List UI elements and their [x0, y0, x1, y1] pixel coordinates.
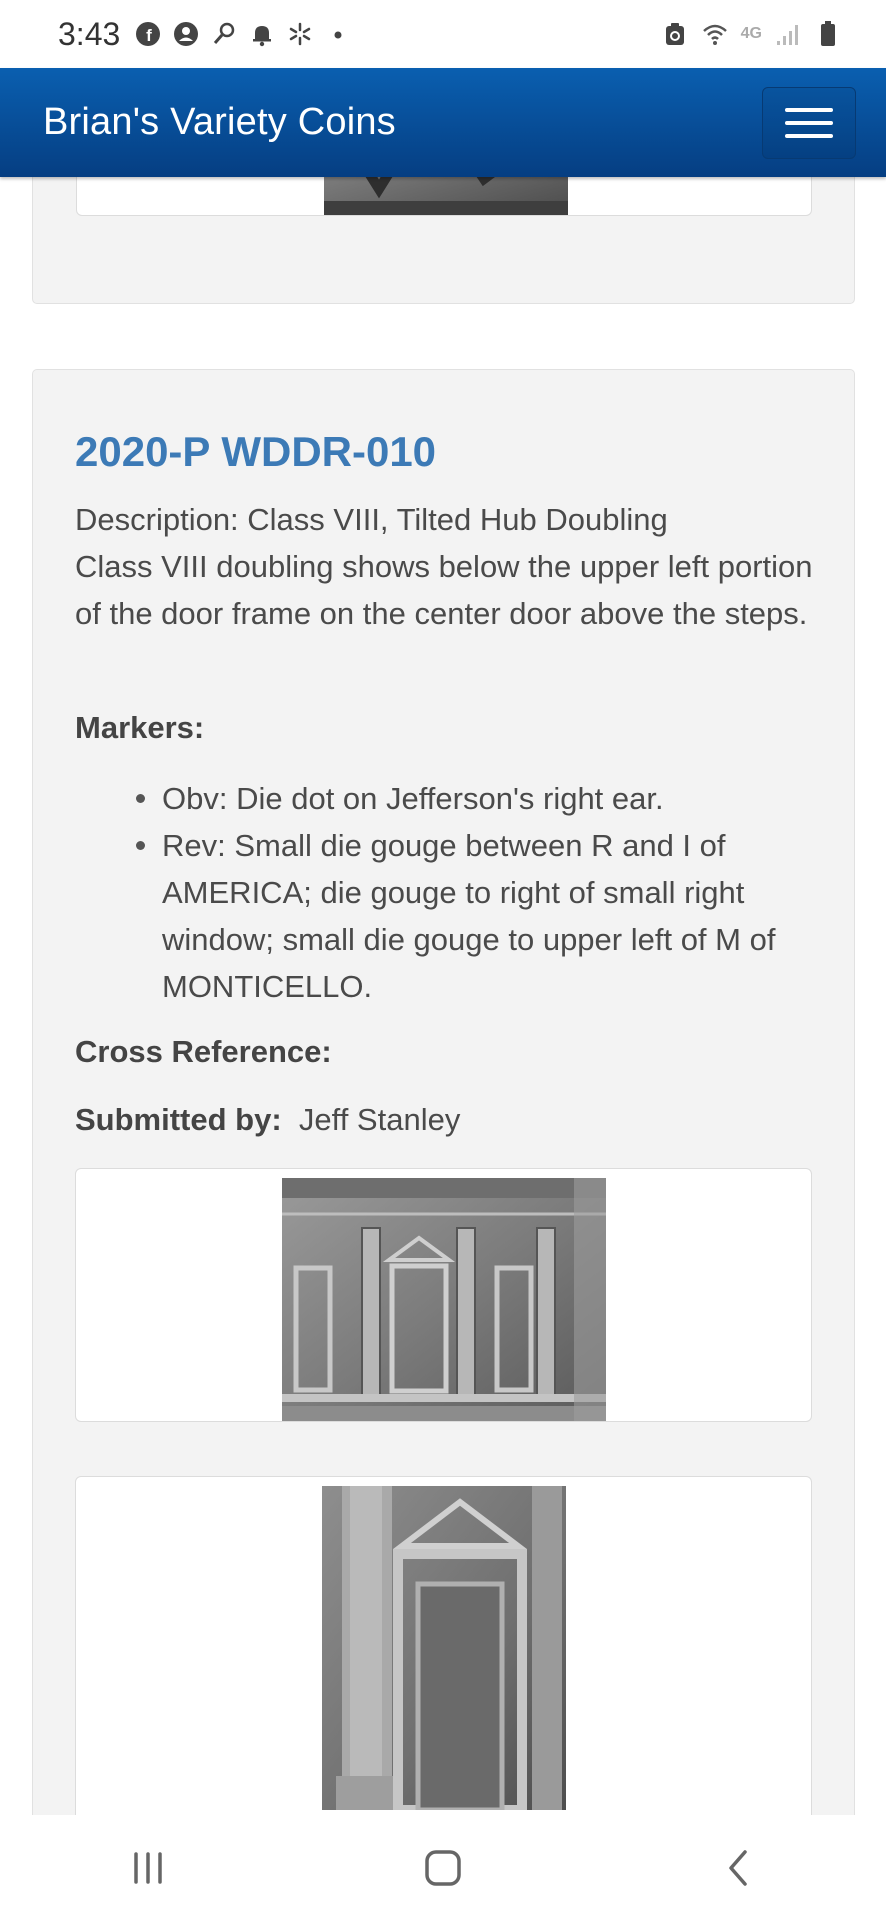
coin-door-closeup-image[interactable] [322, 1486, 566, 1810]
search-icon [210, 20, 238, 48]
wifi-icon [701, 20, 729, 48]
home-button[interactable] [403, 1838, 483, 1898]
list-item: Obv: Die dot on Jefferson's right ear. [130, 775, 820, 822]
status-icons-left [134, 20, 352, 48]
signal-icon [774, 20, 802, 48]
submitted-by-value: Jeff Stanley [298, 1102, 461, 1137]
markers-list [130, 775, 820, 1010]
markers-label: Markers: [75, 710, 205, 745]
system-nav-bar [0, 1815, 886, 1920]
submitted-by-row [75, 1102, 460, 1138]
sparkle-icon [286, 20, 314, 48]
image-frame [75, 1168, 812, 1422]
home-icon [423, 1848, 463, 1888]
brand-link[interactable]: Brian's Variety Coins [43, 101, 396, 143]
dot-icon [324, 20, 352, 48]
status-bar [0, 0, 886, 68]
coin-reverse-building-image[interactable] [282, 1178, 606, 1421]
cross-reference-row [75, 1034, 332, 1070]
submitted-by-label: Submitted by: [75, 1102, 282, 1137]
cross-reference-label: Cross Reference: [75, 1034, 332, 1069]
status-time: 3:43 [58, 15, 121, 52]
hamburger-icon [785, 108, 833, 112]
coin-closeup-image [324, 177, 568, 215]
markers-heading [75, 710, 204, 746]
list-item: Rev: Small die gouge between R and I of AMERICA; die gouge to right of small right window; small die gouge to upper left of M of MONTICELLO. [130, 822, 820, 1010]
back-icon [723, 1848, 753, 1888]
svg-text:f: f [146, 26, 153, 45]
image-frame [75, 1476, 812, 1815]
previous-entry-card [32, 177, 855, 304]
back-button[interactable] [698, 1838, 778, 1898]
page-content[interactable] [0, 177, 886, 1815]
description-line: Description: Class VIII, Tilted Hub Doubling [75, 502, 668, 537]
notification-bell-icon [248, 20, 276, 48]
navbar [0, 68, 886, 177]
menu-toggle-button[interactable] [762, 87, 856, 159]
network-type: 4G [740, 25, 762, 42]
battery-icon [814, 20, 842, 48]
facebook-icon [134, 20, 162, 48]
hamburger-icon [785, 121, 833, 125]
entry-title[interactable]: 2020-P WDDR-010 [75, 428, 437, 475]
hamburger-icon [785, 134, 833, 138]
description-details: Class VIII doubling shows below the upper left portion of the door frame on the center door above the steps. [75, 549, 813, 631]
recycle-icon [661, 20, 689, 48]
status-icons-right [661, 20, 842, 48]
recent-apps-icon [128, 1850, 168, 1886]
previous-entry-image-frame [76, 177, 812, 216]
recent-apps-button[interactable] [108, 1838, 188, 1898]
account-icon [172, 20, 200, 48]
entry-description [75, 496, 815, 637]
